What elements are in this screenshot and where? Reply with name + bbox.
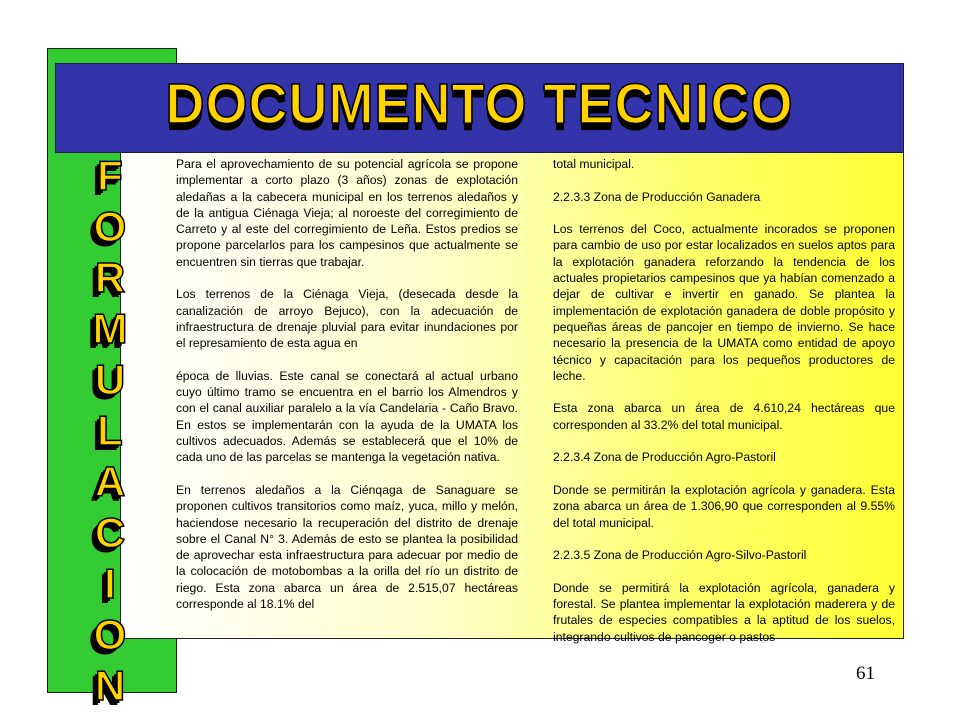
side-banner-letters — [60, 150, 160, 711]
paragraph: Los terrenos de la Ciénaga Vieja, (desecada desde la canalización de arroyo Bejuco), con la adecuación de infraestructura de drenaje pluvial para evitar inundaciones por el represamiento de esta agua en — [176, 287, 518, 351]
section-heading: 2.2.3.4 Zona de Producción Agro-Pastoril — [553, 450, 776, 465]
side-letter: O — [93, 611, 127, 658]
paragraph: Para el aprovechamiento de su potencial agrícola se propone implementar a corto plazo (3 años) zonas de explotación aledañas a la cabecera municipal en los terrenos aledaños y de la antigua Ciénaga Vieja; al noroeste del corregimiento de Carreto y al este del corregimiento de Leña. Estos predios se propone parcelarlos para los campesinos que actualmente se encuentren sin tierras que trabajar. — [176, 157, 518, 269]
side-letter: N — [94, 662, 126, 709]
side-letter: O — [93, 203, 127, 250]
side-letter: L — [97, 407, 123, 454]
side-letter: C — [94, 509, 126, 556]
side-letter: U — [94, 356, 126, 403]
section-heading: 2.2.3.3 Zona de Producción Ganadera — [553, 189, 761, 204]
paragraph: Donde se permitirá la explotación agrícola, ganadera y forestal. Se plantea implementar la explotación maderera y de frutales de especies compatibles a la aptitud de los suelos, integrando cultivos de pancoger o pastos — [553, 580, 895, 644]
section-heading: 2.2.3.5 Zona de Producción Agro-Silvo-Pastoril — [553, 548, 807, 563]
document-header — [55, 63, 904, 153]
document-title: DOCUMENTO TECNICO — [165, 72, 794, 136]
page-number: 61 — [856, 663, 875, 684]
side-letter: A — [94, 458, 126, 505]
side-letter: R — [94, 254, 126, 301]
paragraph: total municipal. — [553, 157, 635, 171]
paragraph: Esta zona abarca un área de 4.610,24 hectáreas que corresponden al 33.2% del total municipal. — [553, 401, 895, 432]
side-letter: F — [97, 152, 123, 199]
side-letter: I — [104, 560, 116, 607]
paragraph: época de lluvias. Este canal se conectará al actual urbano cuyo último tramo se encuentra en el barrio los Almendros y con el canal auxiliar paralelo a la vía Candelaria - Caño Bravo. En estos se implementarán con la ayuda de la UMATA los cultivos adecuados. Además se establecerá que el 10% de cada uno de las parcelas se mantenga la vegetación nativa. — [176, 368, 518, 465]
side-letter: M — [92, 305, 128, 352]
paragraph: Los terrenos del Coco, actualmente incorados se proponen para cambio de uso por estar localizados en suelos aptos para la explotación ganadera reforzando la tendencia de los actuales propietarios campesinos que ya habían comenzado a dejar de cultivar e invertir en ganado. Se plantea la implementación de explotación ganadera de doble propósito y pequeñas áreas de pancojer en tiempo de invierno. Se hace necesario la presencia de la UMATA como entidad de apoyo técnico y capacitación para los pequeños productores de leche. — [553, 222, 895, 383]
left-text-column — [176, 156, 518, 629]
paragraph: En terrenos aledaños a la Ciénqaga de Sanaguare se proponen cultivos transitorios como maíz, yuca, millo y melón, haciendose necesario la recuperación del distrito de drenaje sobre el Canal N° 3. Además de esto se plantea la posibilidad de aprovechar esta infraestructura para adecuar por medio de la colocación de motobombas a la orilla del río un distrito de riego. Esta zona abarca un área de 2.515,07 hectáreas corresponde al 18.1% del — [176, 482, 518, 612]
right-text-column — [553, 156, 895, 661]
paragraph: Donde se permitirán la explotación agrícola y ganadera. Esta zona abarca un área de 1.306,90 que corresponden al 9.55% del total municipal. — [553, 482, 895, 530]
